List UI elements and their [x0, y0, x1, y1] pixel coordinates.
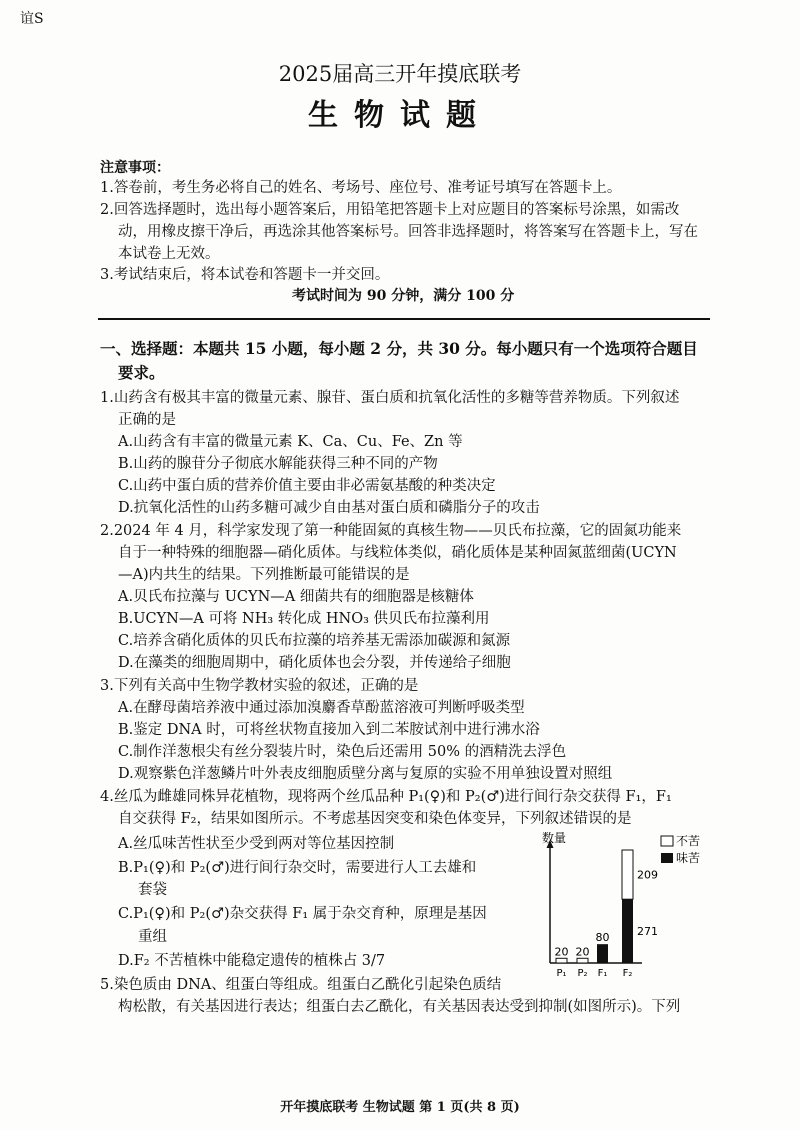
q1-option-d: D.抗氧化活性的山药多糖可减少自由基对蛋白质和磷脂分子的攻击	[118, 500, 540, 516]
q2-option-b: B.UCYN—A 可将 NH₃ 转化成 HNO₃ 供贝氏布拉藻利用	[118, 611, 490, 627]
q4-option-c: C.P₁(♀)和 P₂(♂)杂交获得 F₁ 属于杂交育种，原理是基因	[118, 906, 487, 922]
notice-line: 3.考试结束后，将本试卷和答题卡一并交回。	[100, 267, 390, 283]
notice-heading: 注意事项：	[100, 160, 170, 176]
x-tick-label: F₂	[622, 968, 633, 979]
legend-swatch-bitter	[661, 853, 673, 863]
data-label: 209	[637, 868, 658, 882]
q4-stem-cont: 自交获得 F₂，结果如图所示。不考虑基因突变和染色体变异，下列叙述错误的是	[118, 811, 632, 827]
section-heading-cont: 要求。	[118, 363, 165, 382]
q3-option-c: C.制作洋葱根尖有丝分裂装片时，染色后还需用 50% 的酒精洗去浮色	[118, 744, 567, 760]
notice-line: 动，用橡皮擦干净后，再选涂其他答案标号。回答非选择题时，将答案写在答题卡上，写在	[118, 224, 698, 240]
data-label: 80	[595, 931, 610, 945]
q1-stem: 1.山药含有极其丰富的微量元素、腺苷、蛋白质和抗氧化活性的多糖等营养物质。下列叙述	[100, 390, 680, 406]
data-label: 271	[637, 925, 658, 939]
q2-option-d: D.在藻类的细胞周期中，硝化质体也会分裂，并传递给子细胞	[118, 655, 511, 671]
q1-option-a: A.山药含有丰富的微量元素 K、Ca、Cu、Fe、Zn 等	[118, 434, 463, 450]
legend-swatch-not-bitter	[661, 836, 673, 846]
q5-stem: 5.染色质由 DNA、组蛋白等组成。组蛋白乙酰化引起染色质结	[100, 977, 502, 993]
legend-label-bitter: 味苦	[676, 851, 701, 865]
q3-stem: 3.下列有关高中生物学教材实验的叙述，正确的是	[100, 678, 419, 694]
corner-mark: 谊S	[20, 11, 44, 27]
notice-line: 2.回答选择题时，选出每小题答案后，用铅笔把答题卡上对应题目的答案标号涂黑，如需改	[100, 202, 680, 218]
exam-name: 2025届高三开年摸底联考	[278, 62, 522, 86]
bar-bitter-3	[622, 899, 633, 963]
x-tick-label: P₁	[556, 968, 567, 979]
q4-option-b: B.P₁(♀)和 P₂(♂)进行间行杂交时，需要进行人工去雄和	[118, 860, 477, 876]
q2-stem-cont: —A)内共生的结果。下列推断最可能错误的是	[118, 567, 410, 583]
x-tick-label: F₁	[597, 968, 608, 979]
q4-option-b-cont: 套袋	[138, 882, 167, 898]
page-footer: 开年摸底联考 生物试题 第 1 页(共 8 页)	[280, 1100, 520, 1115]
q4-option-d: D.F₂ 不苦植株中能稳定遗传的植株占 3/7	[118, 953, 386, 969]
q3-option-a: A.在酵母菌培养液中通过添加溴麝香草酚蓝溶液可判断呼吸类型	[118, 700, 525, 716]
q4-option-a: A.丝瓜味苦性状至少受到两对等位基因控制	[118, 836, 395, 852]
q2-stem: 2.2024 年 4 月，科学家发现了第一种能固氮的真核生物——贝氏布拉藻，它的固氮功能来	[100, 523, 682, 539]
q2-stem-cont: 自于一种特殊的细胞器—硝化质体。与线粒体类似，硝化质体是某种固氮蓝细菌(UCYN	[118, 545, 677, 561]
data-label: 20	[554, 945, 569, 959]
q5-stem-cont: 构松散，有关基因进行表达；组蛋白去乙酰化，有关基因表达受到抑制(如图所示)。下列	[118, 999, 681, 1015]
bar-bitter-2	[597, 944, 608, 963]
q1-option-b: B.山药的腺苷分子彻底水解能获得三种不同的产物	[118, 456, 438, 472]
subject-title: 生物试题	[308, 98, 492, 133]
x-tick-label: P₂	[577, 968, 588, 979]
q4-stem: 4.丝瓜为雌雄同株异花植物，现将两个丝瓜品种 P₁(♀)和 P₂(♂)进行间行杂交获得 F₁，F₁	[100, 789, 672, 805]
q3-option-d: D.观察紫色洋葱鳞片叶外表皮细胞质壁分离与复原的实验不用单独设置对照组	[118, 766, 613, 782]
q1-option-c: C.山药中蛋白质的营养价值主要由非必需氨基酸的种类决定	[118, 478, 496, 494]
q1-stem-cont: 正确的是	[118, 412, 176, 428]
bar-not-bitter-0	[556, 958, 567, 963]
q4-option-c-cont: 重组	[138, 929, 167, 945]
notice-line: 本试卷上无效。	[118, 246, 220, 262]
bar-not-bitter-1	[577, 958, 588, 963]
bar-chart	[530, 832, 715, 980]
data-label: 20	[575, 945, 590, 959]
q2-option-c: C.培养含硝化质体的贝氏布拉藻的培养基无需添加碳源和氮源	[118, 633, 511, 649]
notice-line: 1.答卷前，考生务必将自己的姓名、考场号、座位号、准考证号填写在答题卡上。	[100, 180, 622, 196]
legend-label-not-bitter: 不苦	[676, 834, 701, 848]
divider	[98, 318, 710, 320]
bar-not-bitter-3	[622, 850, 633, 899]
y-axis-label: 数量	[542, 832, 567, 845]
q2-option-a: A.贝氏布拉藻与 UCYN—A 细菌共有的细胞器是核糖体	[118, 589, 474, 605]
q3-option-b: B.鉴定 DNA 时，可将丝状物直接加入到二苯胺试剂中进行沸水浴	[118, 722, 540, 738]
time-info: 考试时间为 90 分钟，满分 100 分	[292, 288, 515, 304]
section-heading: 一、选择题：本题共 15 小题，每小题 2 分，共 30 分。每小题只有一个选项符合题目	[100, 339, 698, 358]
